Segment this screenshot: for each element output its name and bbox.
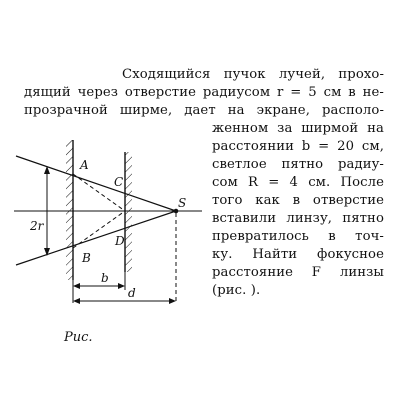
label-s: S bbox=[178, 196, 187, 210]
label-b: b bbox=[101, 271, 109, 285]
problem-line-4: женном за ширмой на bbox=[212, 121, 384, 136]
observation-screen bbox=[125, 152, 132, 272]
opaque-screen bbox=[66, 140, 73, 280]
problem-line-7: сом R = 4 см. После bbox=[212, 175, 384, 190]
problem-line-8: того как в отверстие bbox=[212, 193, 384, 208]
label-b-point: B bbox=[82, 251, 91, 265]
upper-ray bbox=[16, 156, 176, 211]
label-d-point: D bbox=[115, 234, 125, 248]
problem-line-2: дящий через отверстие радиусом r = 5 см в не- bbox=[24, 85, 384, 100]
problem-line-13: (рис. ). bbox=[212, 283, 261, 298]
label-a: A bbox=[80, 158, 89, 172]
problem-line-10: превратилось в точ- bbox=[212, 229, 384, 244]
label-c: C bbox=[114, 175, 124, 189]
problem-line-1: Сходящийся пучок лучей, прохо- bbox=[122, 67, 384, 82]
dimension-b bbox=[73, 283, 125, 289]
label-d: d bbox=[128, 286, 136, 300]
problem-line-3: прозрачной ширме, дает на экране, располо- bbox=[24, 103, 384, 118]
figure-caption: Рис. bbox=[64, 330, 93, 345]
problem-line-9: вставили линзу, пятно bbox=[212, 211, 384, 226]
dimension-d bbox=[73, 298, 176, 304]
problem-line-11: ку. Найти фокусное bbox=[212, 247, 384, 262]
problem-line-5: расстоянии b = 20 см, bbox=[212, 139, 384, 154]
problem-line-12: расстояние F линзы bbox=[212, 265, 384, 280]
label-2r: 2r bbox=[30, 219, 44, 233]
problem-line-6: светлое пятно радиу- bbox=[212, 157, 384, 172]
